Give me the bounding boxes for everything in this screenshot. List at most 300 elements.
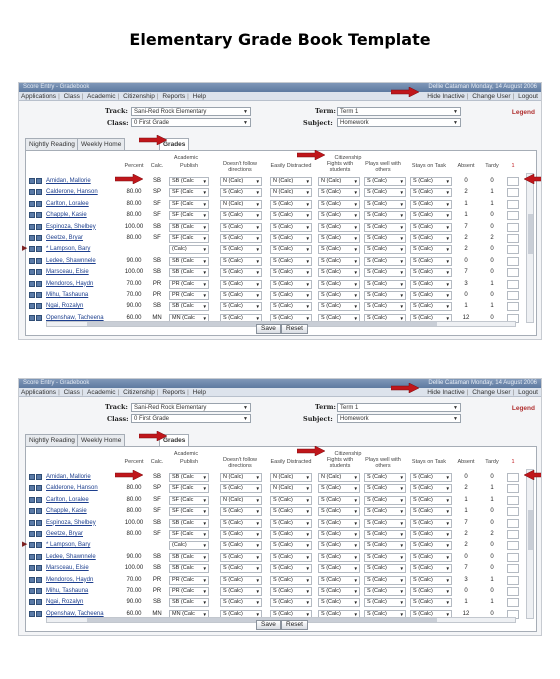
notes-icon[interactable] — [36, 292, 42, 298]
student-name-link[interactable]: Ledee, Shawnnele — [46, 257, 96, 264]
notes-icon[interactable] — [36, 235, 42, 241]
reset-button[interactable]: Reset — [281, 324, 308, 334]
tab-nightly-reading[interactable]: Nightly Reading — [25, 138, 79, 150]
stays-on-task-select[interactable]: S (Calc) ▼ — [410, 610, 452, 619]
track-select[interactable]: Sani-Red Rock Elementary ▼ — [131, 107, 251, 116]
fights-with-students-select[interactable]: S (Calc) ▼ — [318, 541, 360, 550]
edit-icon[interactable] — [29, 508, 35, 514]
doesnt-follow-directions-select[interactable]: S (Calc) ▼ — [220, 553, 262, 562]
student-name-link[interactable]: Calderone, Hanson — [46, 485, 98, 492]
notes-icon[interactable] — [36, 303, 42, 309]
edit-icon[interactable] — [29, 588, 35, 594]
publish-select[interactable]: SB (Calc ▼ — [169, 302, 209, 311]
fights-with-students-select[interactable]: S (Calc) ▼ — [318, 314, 360, 323]
doesnt-follow-directions-select[interactable]: S (Calc) ▼ — [220, 484, 262, 493]
score-input[interactable] — [507, 587, 519, 596]
doesnt-follow-directions-select[interactable]: S (Calc) ▼ — [220, 234, 262, 243]
score-input[interactable] — [507, 177, 519, 186]
score-input[interactable] — [507, 234, 519, 243]
stays-on-task-select[interactable]: S (Calc) ▼ — [410, 496, 452, 505]
publish-select[interactable]: SB (Calc ▼ — [169, 564, 209, 573]
edit-icon[interactable] — [29, 292, 35, 298]
menu-item-academic[interactable]: Academic — [87, 93, 116, 100]
legend-link[interactable]: Legend — [511, 405, 535, 412]
score-input[interactable] — [507, 302, 519, 311]
notes-icon[interactable] — [36, 201, 42, 207]
easily-distracted-select[interactable]: S (Calc) ▼ — [270, 280, 312, 289]
stays-on-task-select[interactable]: S (Calc) ▼ — [410, 587, 452, 596]
student-name-link[interactable]: Openshaw, Tacheena — [46, 314, 104, 321]
student-name-link[interactable]: * Lampson, Bary — [46, 246, 91, 253]
notes-icon[interactable] — [36, 520, 42, 526]
doesnt-follow-directions-select[interactable]: S (Calc) ▼ — [220, 302, 262, 311]
menu-item-academic[interactable]: Academic — [87, 389, 116, 396]
publish-select[interactable]: SF (Calc ▼ — [169, 484, 209, 493]
stays-on-task-select[interactable]: S (Calc) ▼ — [410, 576, 452, 585]
plays-well-with-others-select[interactable]: S (Calc) ▼ — [364, 302, 406, 311]
easily-distracted-select[interactable]: S (Calc) ▼ — [270, 496, 312, 505]
edit-icon[interactable] — [29, 303, 35, 309]
fights-with-students-select[interactable]: N (Calc) ▼ — [318, 473, 360, 482]
doesnt-follow-directions-select[interactable]: S (Calc) ▼ — [220, 564, 262, 573]
menu-item-reports[interactable]: Reports — [162, 389, 186, 396]
edit-icon[interactable] — [29, 542, 35, 548]
doesnt-follow-directions-select[interactable]: S (Calc) ▼ — [220, 541, 262, 550]
plays-well-with-others-select[interactable]: S (Calc) ▼ — [364, 576, 406, 585]
easily-distracted-select[interactable]: S (Calc) ▼ — [270, 291, 312, 300]
edit-icon[interactable] — [29, 281, 35, 287]
notes-icon[interactable] — [36, 281, 42, 287]
plays-well-with-others-select[interactable]: S (Calc) ▼ — [364, 314, 406, 323]
notes-icon[interactable] — [36, 611, 42, 617]
plays-well-with-others-select[interactable]: S (Calc) ▼ — [364, 245, 406, 254]
fights-with-students-select[interactable]: S (Calc) ▼ — [318, 257, 360, 266]
notes-icon[interactable] — [36, 212, 42, 218]
edit-icon[interactable] — [29, 554, 35, 560]
edit-icon[interactable] — [29, 485, 35, 491]
doesnt-follow-directions-select[interactable]: N (Calc) ▼ — [220, 496, 262, 505]
fights-with-students-select[interactable]: S (Calc) ▼ — [318, 302, 360, 311]
plays-well-with-others-select[interactable]: S (Calc) ▼ — [364, 223, 406, 232]
fights-with-students-select[interactable]: S (Calc) ▼ — [318, 291, 360, 300]
edit-icon[interactable] — [29, 246, 35, 252]
student-name-link[interactable]: Geetze, Bryar — [46, 235, 84, 241]
menu-item-citizenship[interactable]: Citizenship — [123, 93, 155, 100]
doesnt-follow-directions-select[interactable]: S (Calc) ▼ — [220, 188, 262, 197]
publish-select[interactable]: MN (Calc ▼ — [169, 314, 209, 323]
notes-icon[interactable] — [36, 315, 42, 321]
student-name-link[interactable]: Espinoza, Shelbey — [46, 519, 96, 526]
publish-select[interactable]: SF (Calc ▼ — [169, 530, 209, 539]
student-name-link[interactable]: Chapple, Kasie — [46, 212, 87, 219]
stays-on-task-select[interactable]: S (Calc) ▼ — [410, 541, 452, 550]
fights-with-students-select[interactable]: S (Calc) ▼ — [318, 507, 360, 516]
easily-distracted-select[interactable]: S (Calc) ▼ — [270, 268, 312, 277]
edit-icon[interactable] — [29, 599, 35, 605]
easily-distracted-select[interactable]: S (Calc) ▼ — [270, 257, 312, 266]
menu-item-applications[interactable]: Applications — [21, 93, 57, 100]
scroll-thumb[interactable] — [528, 510, 533, 550]
student-name-link[interactable]: Geetze, Bryar — [46, 531, 84, 537]
stays-on-task-select[interactable]: S (Calc) ▼ — [410, 553, 452, 562]
easily-distracted-select[interactable]: S (Calc) ▼ — [270, 223, 312, 232]
tab-weekly-home[interactable]: Weekly Home — [77, 434, 125, 446]
tab-grades[interactable]: Grades — [159, 434, 189, 447]
doesnt-follow-directions-select[interactable]: S (Calc) ▼ — [220, 257, 262, 266]
doesnt-follow-directions-select[interactable]: S (Calc) ▼ — [220, 211, 262, 220]
doesnt-follow-directions-select[interactable]: N (Calc) ▼ — [220, 177, 262, 186]
plays-well-with-others-select[interactable]: S (Calc) ▼ — [364, 598, 406, 607]
doesnt-follow-directions-select[interactable]: S (Calc) ▼ — [220, 268, 262, 277]
score-input[interactable] — [507, 519, 519, 528]
save-button[interactable]: Save — [256, 324, 281, 334]
plays-well-with-others-select[interactable]: S (Calc) ▼ — [364, 530, 406, 539]
score-input[interactable] — [507, 576, 519, 585]
publish-select[interactable]: (Calc) ▼ — [169, 245, 209, 254]
stays-on-task-select[interactable]: S (Calc) ▼ — [410, 291, 452, 300]
notes-icon[interactable] — [36, 554, 42, 560]
easily-distracted-select[interactable]: S (Calc) ▼ — [270, 200, 312, 209]
hide-inactive-link[interactable]: Hide Inactive — [427, 389, 465, 396]
easily-distracted-select[interactable]: N (Calc) ▼ — [270, 188, 312, 197]
fights-with-students-select[interactable]: S (Calc) ▼ — [318, 610, 360, 619]
fights-with-students-select[interactable]: S (Calc) ▼ — [318, 598, 360, 607]
fights-with-students-select[interactable]: S (Calc) ▼ — [318, 223, 360, 232]
doesnt-follow-directions-select[interactable]: N (Calc) ▼ — [220, 473, 262, 482]
reset-button[interactable]: Reset — [281, 620, 308, 630]
easily-distracted-select[interactable]: S (Calc) ▼ — [270, 211, 312, 220]
edit-icon[interactable] — [29, 258, 35, 264]
score-input[interactable] — [507, 223, 519, 232]
plays-well-with-others-select[interactable]: S (Calc) ▼ — [364, 519, 406, 528]
student-name-link[interactable]: * Lampson, Bary — [46, 542, 91, 549]
score-input[interactable] — [507, 291, 519, 300]
score-input[interactable] — [507, 257, 519, 266]
student-name-link[interactable]: Mihu, Tashauna — [46, 588, 89, 594]
fights-with-students-select[interactable]: S (Calc) ▼ — [318, 587, 360, 596]
plays-well-with-others-select[interactable]: S (Calc) ▼ — [364, 587, 406, 596]
notes-icon[interactable] — [36, 577, 42, 583]
easily-distracted-select[interactable]: S (Calc) ▼ — [270, 314, 312, 323]
stays-on-task-select[interactable]: S (Calc) ▼ — [410, 519, 452, 528]
plays-well-with-others-select[interactable]: S (Calc) ▼ — [364, 211, 406, 220]
score-input[interactable] — [507, 211, 519, 220]
edit-icon[interactable] — [29, 235, 35, 241]
publish-select[interactable]: SF (Calc ▼ — [169, 188, 209, 197]
publish-select[interactable]: PR (Calc ▼ — [169, 587, 209, 596]
plays-well-with-others-select[interactable]: S (Calc) ▼ — [364, 200, 406, 209]
vertical-scrollbar[interactable] — [526, 173, 534, 323]
edit-icon[interactable] — [29, 315, 35, 321]
publish-select[interactable]: SB (Calc ▼ — [169, 177, 209, 186]
score-input[interactable] — [507, 564, 519, 573]
fights-with-students-select[interactable]: S (Calc) ▼ — [318, 245, 360, 254]
fights-with-students-select[interactable]: S (Calc) ▼ — [318, 553, 360, 562]
easily-distracted-select[interactable]: S (Calc) ▼ — [270, 302, 312, 311]
track-select[interactable]: Sani-Red Rock Elementary ▼ — [131, 403, 251, 412]
change-user-link[interactable]: Change User — [472, 389, 511, 396]
easily-distracted-select[interactable]: S (Calc) ▼ — [270, 245, 312, 254]
class-select[interactable]: 0 First Grade ▼ — [131, 118, 251, 127]
logout-link[interactable]: Logout — [518, 93, 538, 100]
publish-select[interactable]: PR (Calc ▼ — [169, 280, 209, 289]
edit-icon[interactable] — [29, 269, 35, 275]
easily-distracted-select[interactable]: S (Calc) ▼ — [270, 576, 312, 585]
hide-inactive-link[interactable]: Hide Inactive — [427, 93, 465, 100]
notes-icon[interactable] — [36, 246, 42, 252]
publish-select[interactable]: SB (Calc ▼ — [169, 268, 209, 277]
plays-well-with-others-select[interactable]: S (Calc) ▼ — [364, 496, 406, 505]
notes-icon[interactable] — [36, 531, 42, 537]
stays-on-task-select[interactable]: S (Calc) ▼ — [410, 268, 452, 277]
notes-icon[interactable] — [36, 565, 42, 571]
class-select[interactable]: 0 First Grade ▼ — [131, 414, 251, 423]
notes-icon[interactable] — [36, 474, 42, 480]
student-name-link[interactable]: Ledee, Shawnnele — [46, 553, 96, 560]
easily-distracted-select[interactable]: S (Calc) ▼ — [270, 507, 312, 516]
doesnt-follow-directions-select[interactable]: S (Calc) ▼ — [220, 530, 262, 539]
student-name-link[interactable]: Carlton, Loralee — [46, 200, 89, 207]
easily-distracted-select[interactable]: N (Calc) ▼ — [270, 473, 312, 482]
doesnt-follow-directions-select[interactable]: S (Calc) ▼ — [220, 576, 262, 585]
stays-on-task-select[interactable]: S (Calc) ▼ — [410, 314, 452, 323]
score-input[interactable] — [507, 245, 519, 254]
easily-distracted-select[interactable]: S (Calc) ▼ — [270, 598, 312, 607]
stays-on-task-select[interactable]: S (Calc) ▼ — [410, 200, 452, 209]
stays-on-task-select[interactable]: S (Calc) ▼ — [410, 302, 452, 311]
fights-with-students-select[interactable]: S (Calc) ▼ — [318, 234, 360, 243]
doesnt-follow-directions-select[interactable]: N (Calc) ▼ — [220, 200, 262, 209]
edit-icon[interactable] — [29, 531, 35, 537]
doesnt-follow-directions-select[interactable]: S (Calc) ▼ — [220, 291, 262, 300]
fights-with-students-select[interactable]: S (Calc) ▼ — [318, 496, 360, 505]
score-input[interactable] — [507, 530, 519, 539]
edit-icon[interactable] — [29, 212, 35, 218]
tab-weekly-home[interactable]: Weekly Home — [77, 138, 125, 150]
stays-on-task-select[interactable]: S (Calc) ▼ — [410, 473, 452, 482]
student-name-link[interactable]: Espinoza, Shelbey — [46, 223, 96, 230]
edit-icon[interactable] — [29, 565, 35, 571]
tab-grades[interactable]: Grades — [159, 138, 189, 151]
stays-on-task-select[interactable]: S (Calc) ▼ — [410, 257, 452, 266]
fights-with-students-select[interactable]: S (Calc) ▼ — [318, 211, 360, 220]
fights-with-students-select[interactable]: S (Calc) ▼ — [318, 576, 360, 585]
student-name-link[interactable]: Chapple, Kasie — [46, 508, 87, 515]
fights-with-students-select[interactable]: S (Calc) ▼ — [318, 519, 360, 528]
plays-well-with-others-select[interactable]: S (Calc) ▼ — [364, 234, 406, 243]
menu-item-help[interactable]: Help — [192, 389, 207, 396]
stays-on-task-select[interactable]: S (Calc) ▼ — [410, 564, 452, 573]
logout-link[interactable]: Logout — [518, 389, 538, 396]
stays-on-task-select[interactable]: S (Calc) ▼ — [410, 234, 452, 243]
plays-well-with-others-select[interactable]: S (Calc) ▼ — [364, 177, 406, 186]
student-name-link[interactable]: Marsceau, Elsie — [46, 269, 89, 276]
plays-well-with-others-select[interactable]: S (Calc) ▼ — [364, 473, 406, 482]
doesnt-follow-directions-select[interactable]: S (Calc) ▼ — [220, 610, 262, 619]
publish-select[interactable]: SB (Calc ▼ — [169, 553, 209, 562]
easily-distracted-select[interactable]: N (Calc) ▼ — [270, 484, 312, 493]
student-name-link[interactable]: Ngai, Rozalyn — [46, 303, 84, 310]
plays-well-with-others-select[interactable]: S (Calc) ▼ — [364, 541, 406, 550]
save-button[interactable]: Save — [256, 620, 281, 630]
score-input[interactable] — [507, 200, 519, 209]
edit-icon[interactable] — [29, 201, 35, 207]
score-input[interactable] — [507, 473, 519, 482]
publish-select[interactable]: SF (Calc ▼ — [169, 234, 209, 243]
score-input[interactable] — [507, 553, 519, 562]
score-input[interactable] — [507, 280, 519, 289]
notes-icon[interactable] — [36, 258, 42, 264]
fights-with-students-select[interactable]: S (Calc) ▼ — [318, 564, 360, 573]
publish-select[interactable]: SF (Calc ▼ — [169, 496, 209, 505]
easily-distracted-select[interactable]: S (Calc) ▼ — [270, 541, 312, 550]
edit-icon[interactable] — [29, 520, 35, 526]
menu-item-class[interactable]: Class — [63, 389, 80, 396]
publish-select[interactable]: SF (Calc ▼ — [169, 200, 209, 209]
student-name-link[interactable]: Amidan, Mallorie — [46, 474, 91, 480]
score-input[interactable] — [507, 598, 519, 607]
notes-icon[interactable] — [36, 485, 42, 491]
publish-select[interactable]: SB (Calc ▼ — [169, 257, 209, 266]
easily-distracted-select[interactable]: S (Calc) ▼ — [270, 610, 312, 619]
plays-well-with-others-select[interactable]: S (Calc) ▼ — [364, 280, 406, 289]
score-input[interactable] — [507, 188, 519, 197]
edit-icon[interactable] — [29, 611, 35, 617]
publish-select[interactable]: SF (Calc ▼ — [169, 211, 209, 220]
stays-on-task-select[interactable]: S (Calc) ▼ — [410, 211, 452, 220]
easily-distracted-select[interactable]: S (Calc) ▼ — [270, 587, 312, 596]
fights-with-students-select[interactable]: S (Calc) ▼ — [318, 530, 360, 539]
notes-icon[interactable] — [36, 508, 42, 514]
edit-icon[interactable] — [29, 577, 35, 583]
stays-on-task-select[interactable]: S (Calc) ▼ — [410, 280, 452, 289]
tab-nightly-reading[interactable]: Nightly Reading — [25, 434, 79, 446]
plays-well-with-others-select[interactable]: S (Calc) ▼ — [364, 553, 406, 562]
menu-item-help[interactable]: Help — [192, 93, 207, 100]
doesnt-follow-directions-select[interactable]: S (Calc) ▼ — [220, 507, 262, 516]
stays-on-task-select[interactable]: S (Calc) ▼ — [410, 188, 452, 197]
fights-with-students-select[interactable]: S (Calc) ▼ — [318, 280, 360, 289]
notes-icon[interactable] — [36, 178, 42, 184]
edit-icon[interactable] — [29, 178, 35, 184]
fights-with-students-select[interactable]: S (Calc) ▼ — [318, 200, 360, 209]
doesnt-follow-directions-select[interactable]: S (Calc) ▼ — [220, 280, 262, 289]
student-name-link[interactable]: Mihu, Tashauna — [46, 292, 89, 298]
student-name-link[interactable]: Mendoros, Haydn — [46, 576, 94, 583]
menu-item-citizenship[interactable]: Citizenship — [123, 389, 155, 396]
doesnt-follow-directions-select[interactable]: S (Calc) ▼ — [220, 314, 262, 323]
notes-icon[interactable] — [36, 224, 42, 230]
easily-distracted-select[interactable]: S (Calc) ▼ — [270, 234, 312, 243]
notes-icon[interactable] — [36, 269, 42, 275]
fights-with-students-select[interactable]: S (Calc) ▼ — [318, 268, 360, 277]
stays-on-task-select[interactable]: S (Calc) ▼ — [410, 223, 452, 232]
plays-well-with-others-select[interactable]: S (Calc) ▼ — [364, 268, 406, 277]
publish-select[interactable]: PR (Calc ▼ — [169, 291, 209, 300]
vertical-scrollbar[interactable] — [526, 469, 534, 619]
publish-select[interactable]: SB (Calc ▼ — [169, 223, 209, 232]
publish-select[interactable]: SB (Calc ▼ — [169, 519, 209, 528]
score-input[interactable] — [507, 541, 519, 550]
plays-well-with-others-select[interactable]: S (Calc) ▼ — [364, 257, 406, 266]
notes-icon[interactable] — [36, 588, 42, 594]
doesnt-follow-directions-select[interactable]: S (Calc) ▼ — [220, 587, 262, 596]
easily-distracted-select[interactable]: S (Calc) ▼ — [270, 530, 312, 539]
student-name-link[interactable]: Openshaw, Tacheena — [46, 610, 104, 617]
edit-icon[interactable] — [29, 474, 35, 480]
student-name-link[interactable]: Amidan, Mallorie — [46, 178, 91, 184]
stays-on-task-select[interactable]: S (Calc) ▼ — [410, 507, 452, 516]
publish-select[interactable]: SB (Calc ▼ — [169, 598, 209, 607]
fights-with-students-select[interactable]: S (Calc) ▼ — [318, 484, 360, 493]
legend-link[interactable]: Legend — [511, 109, 535, 116]
term-select[interactable]: Term 1 ▼ — [337, 403, 461, 412]
easily-distracted-select[interactable]: N (Calc) ▼ — [270, 177, 312, 186]
notes-icon[interactable] — [36, 542, 42, 548]
edit-icon[interactable] — [29, 189, 35, 195]
menu-item-applications[interactable]: Applications — [21, 389, 57, 396]
plays-well-with-others-select[interactable]: S (Calc) ▼ — [364, 610, 406, 619]
notes-icon[interactable] — [36, 497, 42, 503]
menu-item-reports[interactable]: Reports — [162, 93, 186, 100]
doesnt-follow-directions-select[interactable]: S (Calc) ▼ — [220, 519, 262, 528]
scroll-thumb[interactable] — [528, 214, 533, 254]
plays-well-with-others-select[interactable]: S (Calc) ▼ — [364, 564, 406, 573]
doesnt-follow-directions-select[interactable]: S (Calc) ▼ — [220, 245, 262, 254]
plays-well-with-others-select[interactable]: S (Calc) ▼ — [364, 188, 406, 197]
stays-on-task-select[interactable]: S (Calc) ▼ — [410, 598, 452, 607]
student-name-link[interactable]: Mendoros, Haydn — [46, 280, 94, 287]
easily-distracted-select[interactable]: S (Calc) ▼ — [270, 564, 312, 573]
student-name-link[interactable]: Calderone, Hanson — [46, 189, 98, 196]
fights-with-students-select[interactable]: S (Calc) ▼ — [318, 188, 360, 197]
student-name-link[interactable]: Marsceau, Elsie — [46, 565, 89, 572]
edit-icon[interactable] — [29, 224, 35, 230]
stays-on-task-select[interactable]: S (Calc) ▼ — [410, 530, 452, 539]
plays-well-with-others-select[interactable]: S (Calc) ▼ — [364, 484, 406, 493]
subject-select[interactable]: Homework ▼ — [337, 118, 461, 127]
notes-icon[interactable] — [36, 189, 42, 195]
publish-select[interactable]: (Calc) ▼ — [169, 541, 209, 550]
publish-select[interactable]: SF (Calc ▼ — [169, 507, 209, 516]
plays-well-with-others-select[interactable]: S (Calc) ▼ — [364, 507, 406, 516]
publish-select[interactable]: MN (Calc ▼ — [169, 610, 209, 619]
student-name-link[interactable]: Carlton, Loralee — [46, 496, 89, 503]
stays-on-task-select[interactable]: S (Calc) ▼ — [410, 245, 452, 254]
stays-on-task-select[interactable]: S (Calc) ▼ — [410, 484, 452, 493]
easily-distracted-select[interactable]: S (Calc) ▼ — [270, 519, 312, 528]
student-name-link[interactable]: Ngai, Rozalyn — [46, 599, 84, 606]
plays-well-with-others-select[interactable]: S (Calc) ▼ — [364, 291, 406, 300]
fights-with-students-select[interactable]: N (Calc) ▼ — [318, 177, 360, 186]
score-input[interactable] — [507, 484, 519, 493]
subject-select[interactable]: Homework ▼ — [337, 414, 461, 423]
edit-icon[interactable] — [29, 497, 35, 503]
doesnt-follow-directions-select[interactable]: S (Calc) ▼ — [220, 223, 262, 232]
publish-select[interactable]: SB (Calc ▼ — [169, 473, 209, 482]
score-input[interactable] — [507, 496, 519, 505]
score-input[interactable] — [507, 268, 519, 277]
easily-distracted-select[interactable]: S (Calc) ▼ — [270, 553, 312, 562]
change-user-link[interactable]: Change User — [472, 93, 511, 100]
stays-on-task-select[interactable]: S (Calc) ▼ — [410, 177, 452, 186]
notes-icon[interactable] — [36, 599, 42, 605]
publish-select[interactable]: PR (Calc ▼ — [169, 576, 209, 585]
menu-item-class[interactable]: Class — [63, 93, 80, 100]
doesnt-follow-directions-select[interactable]: S (Calc) ▼ — [220, 598, 262, 607]
score-input[interactable] — [507, 507, 519, 516]
term-select[interactable]: Term 1 ▼ — [337, 107, 461, 116]
